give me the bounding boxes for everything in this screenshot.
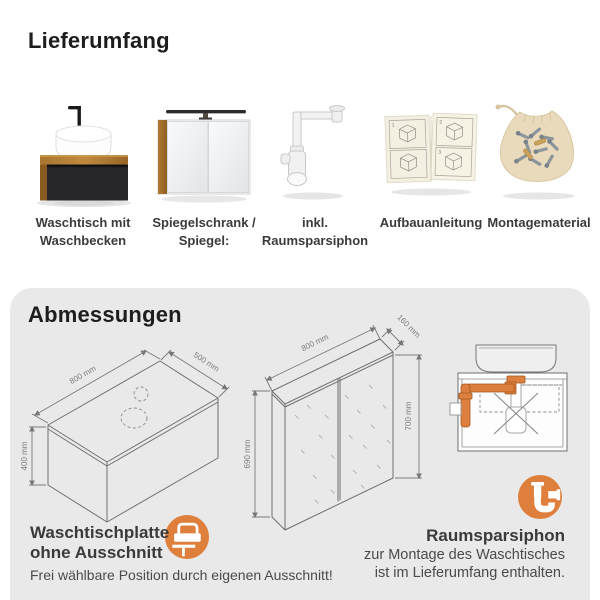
mounting-material-photo xyxy=(482,96,596,212)
jigsaw-badge xyxy=(165,515,209,559)
tap-hole-marking xyxy=(134,387,148,401)
page-title-abmessungen: Abmessungen xyxy=(28,302,182,327)
step-number: 3 xyxy=(438,149,442,156)
vanity-dimension-drawing xyxy=(22,345,237,530)
shadow xyxy=(161,196,247,203)
callout-right-text-line2: ist im Lieferumfang enthalten. xyxy=(374,565,565,582)
siphon-installation-drawing xyxy=(445,335,590,470)
shadow xyxy=(283,193,343,200)
dimension-label: 160 mm xyxy=(395,312,423,340)
assembly-manual-photo xyxy=(372,96,490,212)
delivery-item-manual xyxy=(372,96,490,232)
item-caption: Montagematerial xyxy=(487,215,591,230)
dimension-label: 500 mm xyxy=(191,350,221,374)
delivery-item-vanity xyxy=(16,96,150,249)
dimension-label: 800 mm xyxy=(299,332,330,354)
wall-outlet-stub xyxy=(450,403,461,415)
dimension-label: 700 mm xyxy=(404,401,413,431)
jigsaw-icon xyxy=(165,515,209,559)
item-caption: Aufbauanleitung xyxy=(379,215,483,230)
mirror-cabinet-photo xyxy=(146,96,262,212)
drain-hole-marking xyxy=(121,408,147,428)
step-number: 1 xyxy=(391,122,395,129)
siphon-pipes-icon xyxy=(281,106,345,186)
delivery-item-siphon xyxy=(260,96,370,249)
washbasin-icon xyxy=(56,126,111,157)
space-saving-siphon-photo xyxy=(260,96,370,212)
manual-right-page xyxy=(431,113,477,180)
siphon-badge xyxy=(518,475,562,519)
dimension-label: 400 mm xyxy=(20,441,29,471)
manual-left-page xyxy=(385,115,431,182)
dimension-label: 800 mm xyxy=(67,363,98,386)
dimensions-panel xyxy=(10,288,590,600)
item-caption: Waschtisch mit Waschbecken xyxy=(35,215,131,248)
dimension-label: 690 mm xyxy=(243,439,252,469)
step-number: 2 xyxy=(439,119,443,126)
page-title-lieferumfang: Lieferumfang xyxy=(28,28,170,53)
shadow xyxy=(391,189,471,196)
callout-right-text-line1: zur Montage des Waschtisches xyxy=(364,547,565,564)
delivery-item-mirror-cabinet xyxy=(146,96,262,249)
drawstring-icon xyxy=(499,106,518,116)
callout-left-title-line2: ohne Ausschnitt xyxy=(30,543,163,563)
callout-left xyxy=(30,523,169,563)
delivery-items-row xyxy=(0,96,600,266)
shadow xyxy=(503,193,575,200)
mirror-cabinet-icon xyxy=(158,120,250,194)
callout-right xyxy=(364,526,565,582)
item-caption: inkl. Raumsparsiphon xyxy=(261,215,369,248)
cloth-bag-icon xyxy=(500,111,573,182)
item-caption: Spiegelschrank / Spiegel: xyxy=(152,215,256,248)
led-light-bar-icon xyxy=(166,110,246,120)
door-divider xyxy=(338,378,340,502)
basin-outline xyxy=(476,345,556,372)
callout-left-subtext: Frei wählbare Position durch eigenen Ausschnitt! xyxy=(30,567,333,583)
vanity-with-basin-photo xyxy=(18,96,148,212)
callout-left-title-line1: Waschtischplatte xyxy=(30,523,170,542)
callout-right-title: Raumsparsiphon xyxy=(426,526,565,545)
delivery-item-mounting-material xyxy=(482,96,596,232)
siphon-icon xyxy=(518,475,562,519)
vanity-cabinet-icon xyxy=(40,155,128,201)
